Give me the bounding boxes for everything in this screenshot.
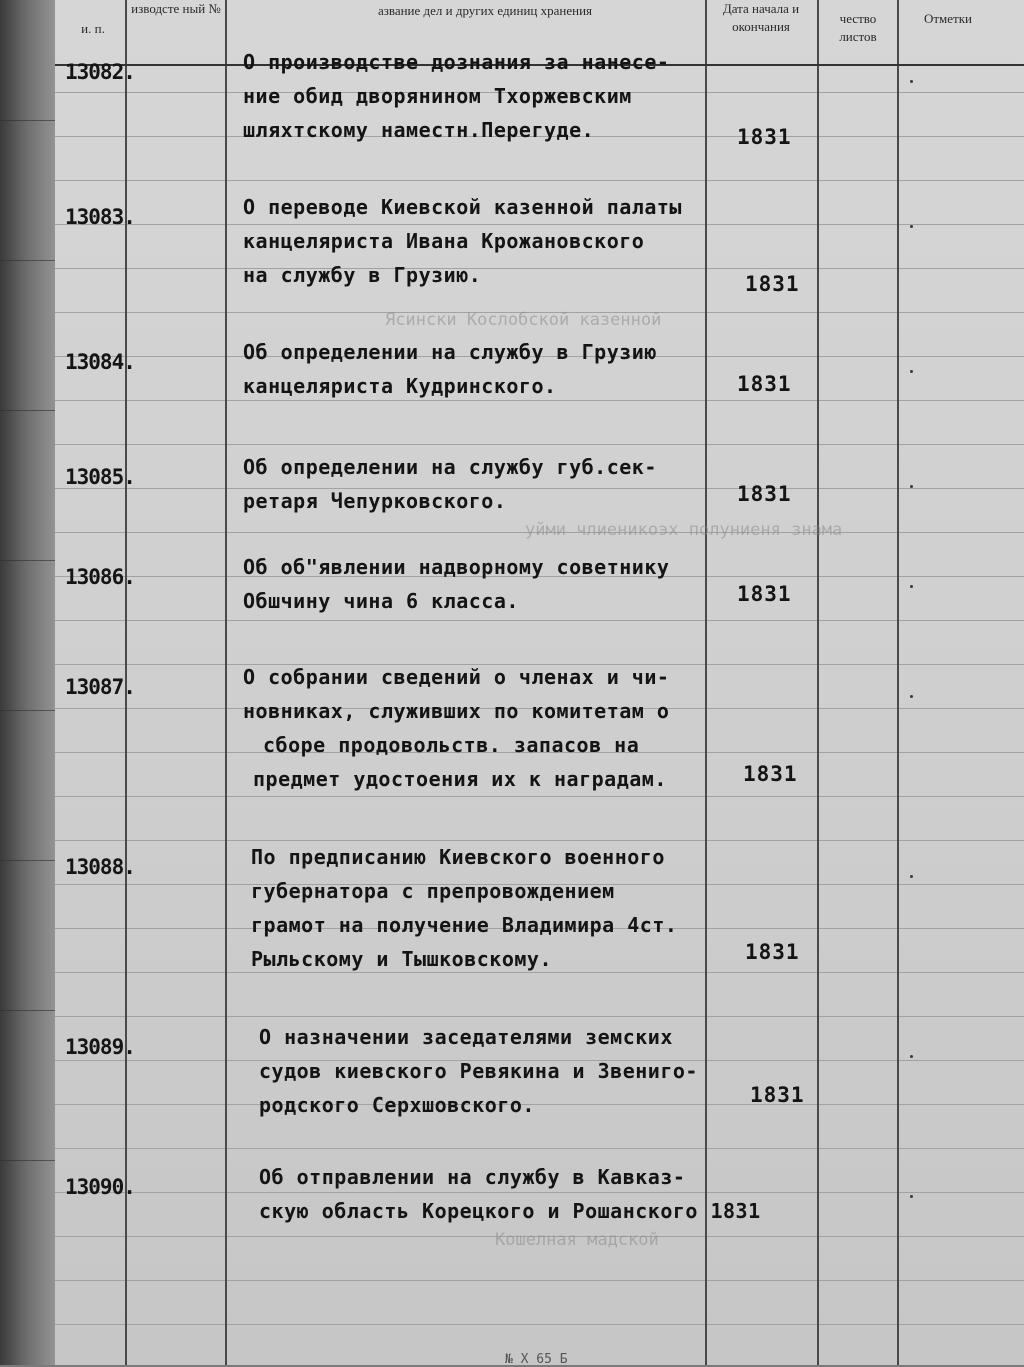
entry-number: 13083. (65, 205, 135, 229)
ruled-line (55, 972, 1024, 973)
entry-number: 13084. (65, 350, 135, 374)
ruled-line (55, 1148, 1024, 1149)
entry-title-line: ние обид дворянином Тхоржевским (243, 84, 632, 108)
ruled-line (55, 268, 1024, 269)
entry-title-line: Обшчину чина 6 класса. (243, 589, 519, 613)
header-col-marks: Отметки (923, 11, 973, 26)
header-col-num: и. п. (81, 21, 105, 36)
entry-year: 1831 (745, 272, 800, 296)
entry-year: 1831 (737, 582, 792, 606)
column-divider-dates (817, 0, 819, 1365)
entry-title-line: новниках, служивших по комитетам о (243, 699, 670, 723)
entry-year: 1831 (745, 940, 800, 964)
entry-title-line: О назначении заседателями земских (259, 1025, 673, 1049)
entry-title-line: Об об"явлении надворному советнику (243, 555, 670, 579)
header-col-office: изводсте ный № (131, 1, 221, 16)
ruled-line (55, 620, 1024, 621)
ruled-line (55, 444, 1024, 445)
entry-title-line: сборе продовольств. запасов на (263, 733, 640, 757)
entry-title-line: Рыльскому и Тышковскому. (251, 947, 552, 971)
marks-dot (910, 1195, 913, 1198)
ruled-line (55, 1192, 1024, 1193)
entry-title-line: ретаря Чепурковского. (243, 489, 507, 513)
ruled-line (55, 796, 1024, 797)
entry-number: 13089. (65, 1035, 135, 1059)
marks-dot (910, 695, 913, 698)
entry-number: 13087. (65, 675, 135, 699)
marks-dot (910, 1055, 913, 1058)
entry-title-line: шляхтскому наместн.Перегуде. (243, 118, 595, 142)
ruled-line (55, 840, 1024, 841)
marks-dot (910, 80, 913, 83)
ruled-line (55, 224, 1024, 225)
entry-title-line: О собрании сведений о членах и чи- (243, 665, 670, 689)
page-footer: № Х 65 Б (505, 1352, 568, 1367)
entry-title-line: канцеляриста Кудринского. (243, 374, 557, 398)
entry-title-line: канцеляриста Ивана Крожановского (243, 229, 645, 253)
bleed-through-text: Кошелная мадской (495, 1230, 659, 1250)
ruled-line (55, 400, 1024, 401)
entry-number: 13082. (65, 60, 135, 84)
ruled-line (55, 1280, 1024, 1281)
header-col-title: азвание дел и других единиц хранения (377, 3, 593, 18)
ruled-line (55, 1104, 1024, 1105)
entry-title-line: Об определении на службу губ.сек- (243, 455, 657, 479)
entry-year: 1831 (737, 482, 792, 506)
entry-year: 1831 (750, 1083, 805, 1107)
header-col-sheets: чество листов (839, 11, 877, 44)
marks-dot (910, 225, 913, 228)
entry-number: 13085. (65, 465, 135, 489)
entry-title-line: судов киевского Ревякина и Звениго- (259, 1059, 698, 1083)
entry-title-line: на службу в Грузию. (243, 263, 482, 287)
entry-title-line: По предписанию Киевского военного (251, 845, 665, 869)
column-divider-office (225, 0, 227, 1365)
marks-dot (910, 585, 913, 588)
entry-number: 13090. (65, 1175, 135, 1199)
entry-year: 1831 (737, 125, 792, 149)
marks-dot (910, 485, 913, 488)
entry-title-line: предмет удостоения их к наградам. (253, 767, 667, 791)
column-divider-sheets (897, 0, 899, 1365)
marks-dot (910, 875, 913, 878)
entry-title-line: О переводе Киевской казенной палаты (243, 195, 682, 219)
column-divider-title (705, 0, 707, 1365)
marks-dot (910, 370, 913, 373)
entry-title-line: О производстве дознания за нанесе- (243, 50, 670, 74)
book-binding (0, 0, 60, 1365)
entry-title-line: Об отправлении на службу в Кавказ- (259, 1165, 686, 1189)
ruled-line (55, 180, 1024, 181)
register-page (55, 0, 1024, 1365)
bleed-through-text: Ясински Кослобской казенной (385, 310, 662, 330)
header-col-dates: Дата начала и окончания (722, 1, 800, 34)
bleed-through-text: уйми члиеникоэх полуниеня знама (525, 520, 843, 540)
entry-number: 13086. (65, 565, 135, 589)
ruled-line (55, 1324, 1024, 1325)
entry-title-line: скую область Корецкого и Рошанского 1831 (259, 1199, 761, 1223)
entry-title-line: Об определении на службу в Грузию (243, 340, 657, 364)
entry-title-line: грамот на получение Владимира 4ст. (251, 913, 678, 937)
entry-title-line: губернатора с препровождением (251, 879, 615, 903)
ruled-line (55, 1016, 1024, 1017)
entry-year: 1831 (737, 372, 792, 396)
entry-number: 13088. (65, 855, 135, 879)
entry-year: 1831 (743, 762, 798, 786)
entry-title-line: родского Серхшовского. (259, 1093, 535, 1117)
ruled-line (55, 488, 1024, 489)
